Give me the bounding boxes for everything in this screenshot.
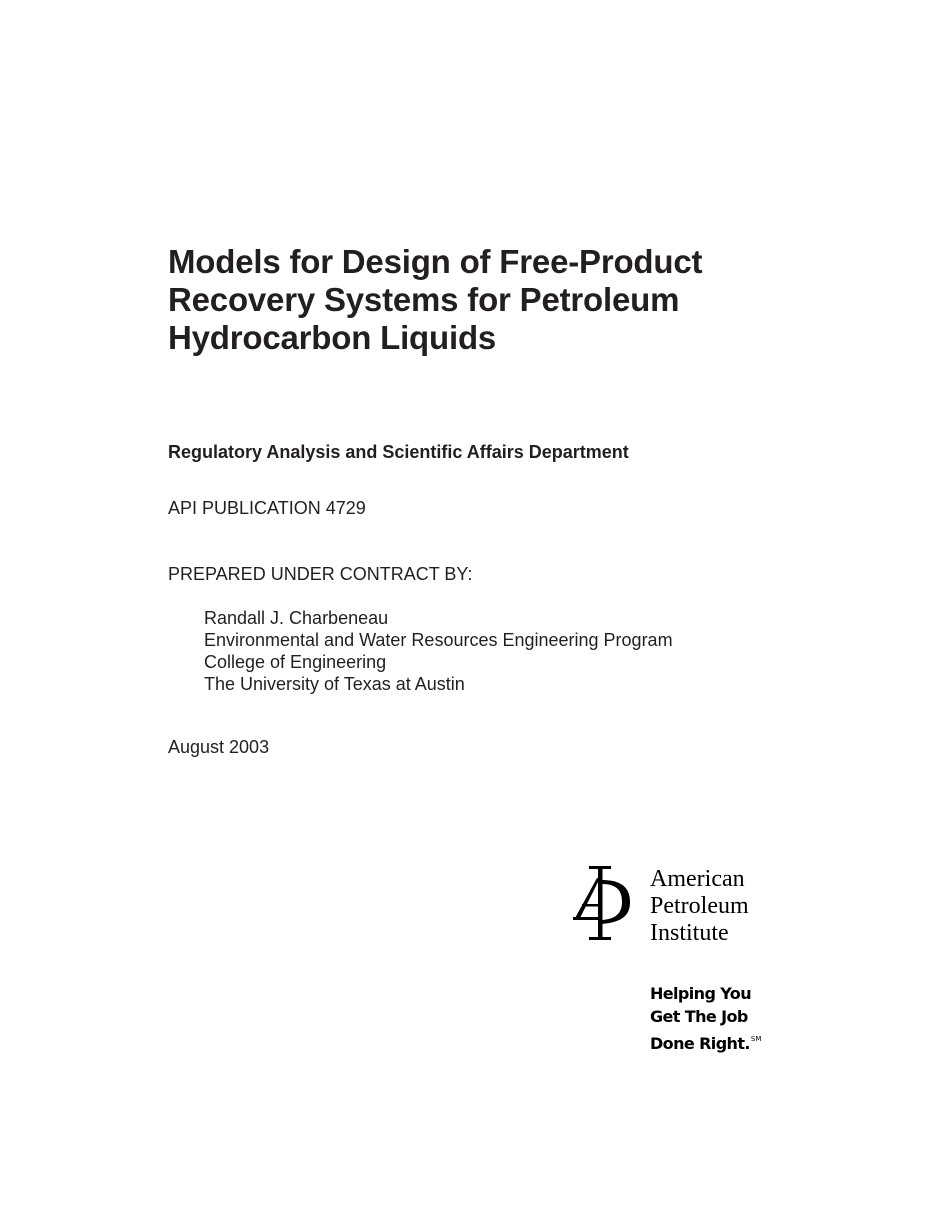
slogan-line: Get The Job xyxy=(650,1007,748,1026)
api-monogram-icon xyxy=(572,864,632,944)
author-university: The University of Texas at Austin xyxy=(204,674,465,694)
institute-name-line: American xyxy=(650,866,745,892)
prepared-by-label: PREPARED UNDER CONTRACT BY: xyxy=(168,564,473,584)
slogan-line-text: Done Right. xyxy=(650,1034,750,1053)
publication-date: August 2003 xyxy=(168,737,270,757)
publication-number: API PUBLICATION 4729 xyxy=(168,498,366,518)
author-program: Environmental and Water Resources Engineering Program xyxy=(204,630,673,650)
institute-name-line: Institute xyxy=(650,920,729,946)
department-name: Regulatory Analysis and Scientific Affairs Department xyxy=(168,442,629,462)
author-block xyxy=(204,607,673,695)
institute-name-line: Petroleum xyxy=(650,893,749,919)
slogan-line xyxy=(650,1028,761,1055)
institute-name xyxy=(650,866,749,947)
title-line: Hydrocarbon Liquids xyxy=(168,319,497,356)
page-title xyxy=(168,243,808,357)
title-line: Recovery Systems for Petroleum xyxy=(168,281,680,318)
author-name: Randall J. Charbeneau xyxy=(204,608,389,628)
slogan xyxy=(650,982,761,1055)
author-college: College of Engineering xyxy=(204,652,387,672)
title-line: Models for Design of Free-Product xyxy=(168,243,703,280)
service-mark: SM xyxy=(750,1035,762,1043)
slogan-line: Helping You xyxy=(650,984,751,1003)
